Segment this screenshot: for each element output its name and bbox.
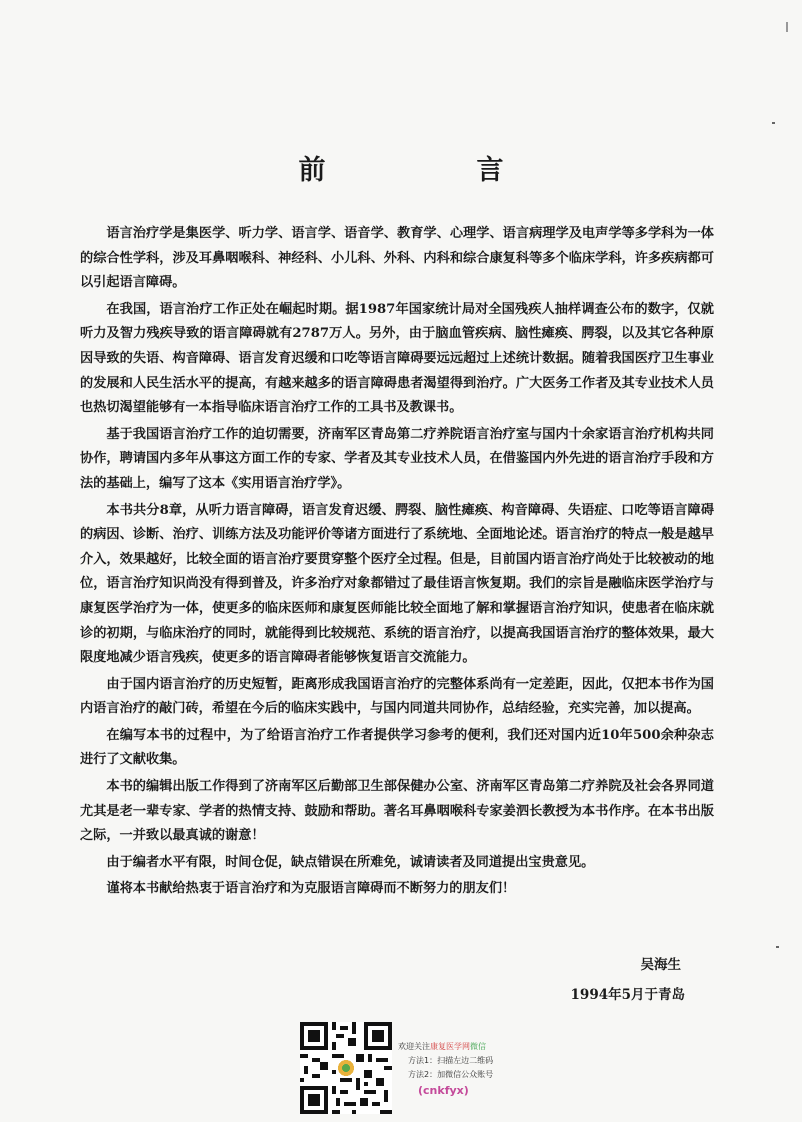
banner-brand: 康复医学网 xyxy=(430,1042,470,1051)
paragraph-1: 语言治疗学是集医学、听力学、语言学、语音学、教育学、心理学、语言病理学及电声学等多学科为一体的综合性学科，涉及耳鼻咽喉科、神经科、小儿科、外科、内科和综合康复科等多个临床学科，许多疾病都可以引起语言障碍。 xyxy=(80,226,714,291)
banner-prefix: 欢迎关注 xyxy=(398,1042,430,1051)
scan-speck xyxy=(776,946,779,948)
paragraph-5: 由于国内语言治疗的历史短暂，距离形成我国语言治疗的完整体系尚有一定差距，因此，仅把本书作为国内语言治疗的敲门砖，希望在今后的临床实践中，与国内同道共同协作，总结经验，充实完善，加以提高。 xyxy=(80,676,714,717)
banner-method-2: 方法2：加微信公众账号 xyxy=(408,1070,494,1079)
paragraph-8: 由于编者水平有限，时间仓促，缺点错误在所难免，诚请读者及同道提出宝贵意见。 xyxy=(106,854,595,870)
banner-suffix: 微信 xyxy=(470,1042,486,1051)
banner-method-1: 方法1：扫描左边二维码 xyxy=(408,1056,494,1065)
paragraph-7: 本书的编辑出版工作得到了济南军区后勤部卫生部保健办公室、济南军区青岛第二疗养院及社会各界同道尤其是老一辈专家、学者的热情支持、鼓励和帮助。著名耳鼻咽喉科专家姜泗长教授为本书作序。在本书出版之际，一并致以最真诚的谢意！ xyxy=(80,779,714,844)
qr-banner-text xyxy=(398,1040,493,1098)
qr-code-icon[interactable] xyxy=(300,1022,392,1114)
paragraph-2: 在我国，语言治疗工作正处在崛起时期。据1987年国家统计局对全国残疾人抽样调查公布的数字，仅就听力及智力残疾导致的语言障碍就有2787万人。另外，由于脑血管疾病、脑性瘫痪、腭裂，以及其它各种原因导致的失语、构音障碍、语言发育迟缓和口吃等语言障碍要远远超过上述统计数据。随着我国医疗卫生事业的发展和人民生活水平的提高，有越来越多的语言障碍患者渴望得到治疗。广大医务工作者及其专业技术人员也热切渴望能够有一本指导临床语言治疗工作的工具书及教课书。 xyxy=(80,301,714,416)
paragraph-6: 在编写本书的过程中，为了给语言治疗工作者提供学习参考的便利，我们还对国内近10年500余种杂志进行了文献收集。 xyxy=(80,727,714,768)
qr-banner xyxy=(300,1022,540,1116)
scan-speck xyxy=(772,122,775,124)
paragraph-9: 谨将本书献给热衷于语言治疗和为克服语言障碍而不断努力的朋友们！ xyxy=(106,881,516,897)
banner-account: (cnkfyx) xyxy=(418,1084,469,1097)
preface-body xyxy=(80,222,714,904)
paragraph-3: 基于我国语言治疗工作的迫切需要，济南军区青岛第二疗养院语言治疗室与国内十余家语言治疗机构共同协作，聘请国内多年从事这方面工作的专家、学者及其专业技术人员，在借鉴国内外先进的语言治疗手段和方法的基础上，编写了这本《实用语言治疗学》。 xyxy=(80,426,714,491)
signature-block xyxy=(80,950,685,1010)
page-title: 前 言 xyxy=(298,155,566,186)
scan-speck xyxy=(786,22,788,32)
signature-date: 1994年5月于青岛 xyxy=(570,987,685,1003)
paragraph-4: 本书共分8章，从听力语言障碍，语言发育迟缓、腭裂、脑性瘫痪、构音障碍、失语症、口吃等语言障碍的病因、诊断、治疗、训练方法及功能评价等诸方面进行了系统地、全面地论述。语言治疗的特点一般是越早介入，效果越好，比较全面的语言治疗要贯穿整个医疗全过程。但是，目前国内语言治疗尚处于比较被动的地位，语言治疗知识尚没有得到普及，许多治疗对象都错过了最佳语言恢复期。我们的宗旨是融临床医学治疗与康复医学治疗为一体，使更多的临床医师和康复医师能比较全面地了解和掌握语言治疗知识，使患者在临床就诊的初期，与临床治疗的同时，就能得到比较规范、系统的语言治疗，以提高我国语言治疗的整体效果，最大限度地减少语言残疾，使更多的语言障碍者能够恢复语言交流能力。 xyxy=(80,502,714,666)
author-name: 吴海生 xyxy=(640,957,681,973)
